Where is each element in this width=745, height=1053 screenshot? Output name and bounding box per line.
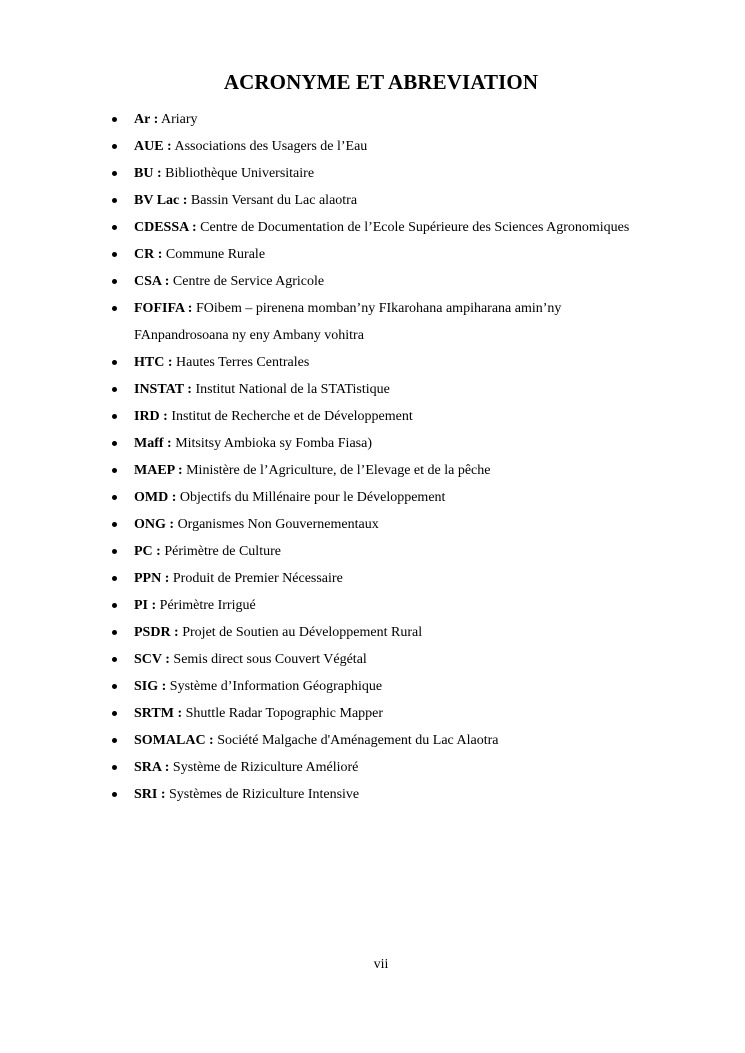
- bullet-icon: [112, 657, 117, 662]
- acronym-definition: Bibliothèque Universitaire: [165, 166, 315, 181]
- acronym: AUE :: [134, 139, 172, 154]
- list-item: [0, 781, 745, 808]
- acronym-definition: Périmètre de Culture: [164, 544, 281, 559]
- list-item: [0, 457, 745, 484]
- bullet-icon: [112, 495, 117, 500]
- acronym-definition: Systèmes de Riziculture Intensive: [169, 787, 360, 802]
- acronym: PPN :: [134, 571, 170, 586]
- bullet-icon: [112, 684, 117, 689]
- list-item: [0, 673, 745, 700]
- list-item: [0, 106, 745, 133]
- list-item: [0, 241, 745, 268]
- acronym: SOMALAC :: [134, 733, 214, 748]
- acronym-definition: Mitsitsy Ambioka sy Fomba Fiasa): [175, 436, 372, 451]
- bullet-icon: [112, 441, 117, 446]
- acronym-definition: Centre de Service Agricole: [172, 274, 325, 289]
- list-item: [0, 619, 745, 646]
- acronym-definition: Société Malgache d'Aménagement du Lac Alaotra: [217, 733, 499, 748]
- acronym: CR :: [134, 247, 163, 262]
- acronym-list: [0, 106, 745, 808]
- acronym-definition: Bassin Versant du Lac alaotra: [190, 193, 358, 208]
- acronym-definition: Ministère de l’Agriculture, de l’Elevage et de la pêche: [186, 463, 491, 478]
- list-item: [0, 133, 745, 160]
- bullet-icon: [112, 306, 117, 311]
- acronym-definition: Objectifs du Millénaire pour le Développement: [179, 490, 446, 505]
- acronym-definition: Institut National de la STATistique: [195, 382, 390, 397]
- page-number: vii: [373, 957, 389, 972]
- acronym: PI :: [134, 598, 157, 613]
- acronym-definition: Centre de Documentation de l’Ecole Supérieure des Sciences Agronomiques: [200, 220, 630, 235]
- bullet-icon: [112, 576, 117, 581]
- bullet-icon: [112, 144, 117, 149]
- acronym: SRA :: [134, 760, 170, 775]
- acronym-definition: Projet de Soutien au Développement Rural: [182, 625, 423, 640]
- bullet-icon: [112, 468, 117, 473]
- acronym-definition: Shuttle Radar Topographic Mapper: [185, 706, 384, 721]
- acronym: INSTAT :: [134, 382, 192, 397]
- list-item: [0, 376, 745, 403]
- list-item: [0, 646, 745, 673]
- acronym: SCV :: [134, 652, 170, 667]
- acronym: PC :: [134, 544, 161, 559]
- bullet-icon: [112, 360, 117, 365]
- bullet-icon: [112, 738, 117, 743]
- acronym: IRD :: [134, 409, 168, 424]
- list-item: [0, 754, 745, 781]
- list-item: [0, 511, 745, 538]
- acronym-definition: Associations des Usagers de l’Eau: [174, 139, 368, 154]
- acronym-definition: Ariary: [160, 112, 198, 127]
- bullet-icon: [112, 603, 117, 608]
- bullet-icon: [112, 792, 117, 797]
- list-item: [0, 187, 745, 214]
- acronym: ONG :: [134, 517, 175, 532]
- bullet-icon: [112, 387, 117, 392]
- bullet-icon: [112, 522, 117, 527]
- acronym-definition: Semis direct sous Couvert Végétal: [173, 652, 367, 667]
- bullet-icon: [112, 630, 117, 635]
- list-item: [0, 565, 745, 592]
- bullet-icon: [112, 711, 117, 716]
- acronym-definition: Système d’Information Géographique: [169, 679, 383, 694]
- bullet-icon: [112, 117, 117, 122]
- acronym-definition: Hautes Terres Centrales: [176, 355, 310, 370]
- list-item: [0, 592, 745, 619]
- acronym: Maff :: [134, 436, 172, 451]
- list-item: [0, 160, 745, 187]
- acronym: BU :: [134, 166, 162, 181]
- bullet-icon: [112, 225, 117, 230]
- acronym-definition: Système de Riziculture Amélioré: [172, 760, 359, 775]
- list-item: [0, 349, 745, 376]
- acronym-definition: Organismes Non Gouvernementaux: [177, 517, 379, 532]
- acronym: MAEP :: [134, 463, 183, 478]
- bullet-icon: [112, 198, 117, 203]
- acronym: CDESSA :: [134, 220, 197, 235]
- list-item: [0, 700, 745, 727]
- acronym: FOFIFA :: [134, 301, 193, 316]
- bullet-icon: [112, 279, 117, 284]
- page-title: ACRONYME ET ABREVIATION: [223, 70, 539, 94]
- acronym: HTC :: [134, 355, 173, 370]
- list-item: [0, 295, 684, 349]
- list-item: [0, 403, 745, 430]
- bullet-icon: [112, 414, 117, 419]
- list-item: [0, 268, 745, 295]
- list-item: [0, 214, 745, 241]
- acronym: PSDR :: [134, 625, 179, 640]
- acronym: OMD :: [134, 490, 177, 505]
- list-item: [0, 727, 745, 754]
- acronym: CSA :: [134, 274, 170, 289]
- acronym: SRI :: [134, 787, 166, 802]
- acronym: BV Lac :: [134, 193, 188, 208]
- bullet-icon: [112, 549, 117, 554]
- bullet-icon: [112, 765, 117, 770]
- acronym-definition: Périmètre Irrigué: [159, 598, 256, 613]
- acronym-definition: Institut de Recherche et de Développement: [171, 409, 413, 424]
- acronym-definition: Produit de Premier Nécessaire: [172, 571, 343, 586]
- list-item: [0, 430, 745, 457]
- list-item: [0, 484, 745, 511]
- bullet-icon: [112, 171, 117, 176]
- acronym: Ar :: [134, 112, 159, 127]
- acronym: SRTM :: [134, 706, 183, 721]
- acronym: SIG :: [134, 679, 167, 694]
- acronym-definition: Commune Rurale: [165, 247, 266, 262]
- acronym-definition: FOibem – pirenena momban’ny FIkarohana ampiharana amin’ny FAnpandrosoana ny eny Ambany vohitra: [134, 301, 562, 343]
- bullet-icon: [112, 252, 117, 257]
- list-item: [0, 538, 745, 565]
